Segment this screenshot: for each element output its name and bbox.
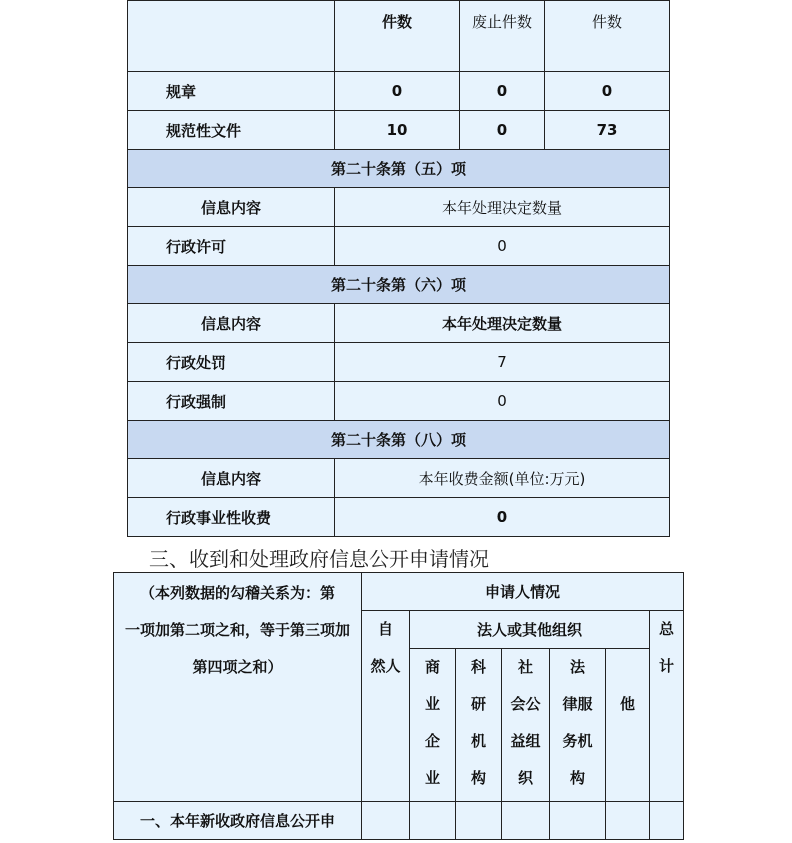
header-char: 务机 [562,732,593,750]
applicant-header: 申请人情况 [362,573,684,611]
cell-value [650,802,684,840]
header-char: 自 [377,620,393,638]
table-row [128,111,670,150]
application-stats-table [113,572,684,840]
cell-value: 73 [545,111,670,150]
header-char [606,649,649,686]
header-char: 构 [470,769,486,787]
header-char: 机 [470,732,486,750]
org-col-business [410,649,456,802]
header-cell: 件数 [335,1,460,72]
table-row [128,343,670,382]
org-col-legal [550,649,606,802]
cell-value [410,802,456,840]
cell-value: 0 [545,72,670,111]
row-label: 行政事业性收费 [128,498,335,537]
org-header: 法人或其他组织 [410,611,650,649]
cell-value: 0 [335,382,670,421]
row-label: 行政强制 [128,382,335,421]
section-header-row [128,421,670,459]
header-cell: 件数 [545,1,670,72]
total-header [650,611,684,802]
table-row [114,802,684,840]
table-row [128,459,670,498]
cell-value: 0 [460,72,545,111]
header-char: 科 [470,658,486,676]
table-row [128,498,670,537]
header-char: 社 [517,658,533,676]
row-label: 行政许可 [128,227,335,266]
org-col-research [456,649,502,802]
org-col-social [502,649,550,802]
table-header-row [128,1,670,72]
header-char: 益组 [510,732,541,750]
regulation-stats-table [127,0,670,537]
header-char: 法 [569,658,585,676]
header-char: 然人 [370,657,401,675]
section-header-row [128,150,670,188]
column-header: 本年收费金额(单位:万元) [335,459,670,498]
table-row [128,304,670,343]
header-char: 构 [569,769,585,787]
column-header: 本年处理决定数量 [335,188,670,227]
cell-value: 7 [335,343,670,382]
cell-value [456,802,502,840]
row-label: 行政处罚 [128,343,335,382]
column-header: 信息内容 [128,459,335,498]
cell-value: 0 [335,498,670,537]
header-char: 总 [658,620,674,638]
section-title: 第二十条第（六）项 [128,266,670,304]
cell-value: 0 [335,227,670,266]
table-row [128,227,670,266]
column-header: 信息内容 [128,188,335,227]
table-row [128,72,670,111]
cell-value [502,802,550,840]
note-line: （本列数据的勾稽关系为：第 [139,584,335,602]
header-char: 业 [424,769,440,787]
org-col-other [606,649,650,802]
cell-value [362,802,410,840]
header-char: 企 [424,732,440,750]
section-header-row [128,266,670,304]
section-heading: 三、收到和处理政府信息公开申请情况 [149,547,489,571]
table-row [128,188,670,227]
column-header: 信息内容 [128,304,335,343]
header-char: 他 [619,695,635,713]
section-title: 第二十条第（五）项 [128,150,670,188]
header-char: 商 [424,658,440,676]
column-header: 本年处理决定数量 [335,304,670,343]
header-char: 织 [517,769,533,787]
table-header-row [114,573,684,611]
cell-value [606,802,650,840]
note-cell [114,573,362,802]
header-char: 律服 [562,695,593,713]
cell-value: 10 [335,111,460,150]
header-char: 业 [424,695,440,713]
cell-value [550,802,606,840]
header-char: 计 [658,657,674,675]
header-cell: 废止件数 [460,1,545,72]
header-char: 研 [470,695,486,713]
header-char: 会公 [510,695,541,713]
cell-value: 0 [460,111,545,150]
row-label: 一、本年新收政府信息公开申 [114,802,362,840]
natural-person-header [362,611,410,802]
table-row [128,382,670,421]
note-line: 一项加第二项之和，等于第三项加 [124,621,350,639]
row-label: 规范性文件 [128,111,335,150]
section-title: 第二十条第（八）项 [128,421,670,459]
row-label: 规章 [128,72,335,111]
header-cell [128,1,335,72]
note-line: 第四项之和） [192,658,283,676]
cell-value: 0 [335,72,460,111]
